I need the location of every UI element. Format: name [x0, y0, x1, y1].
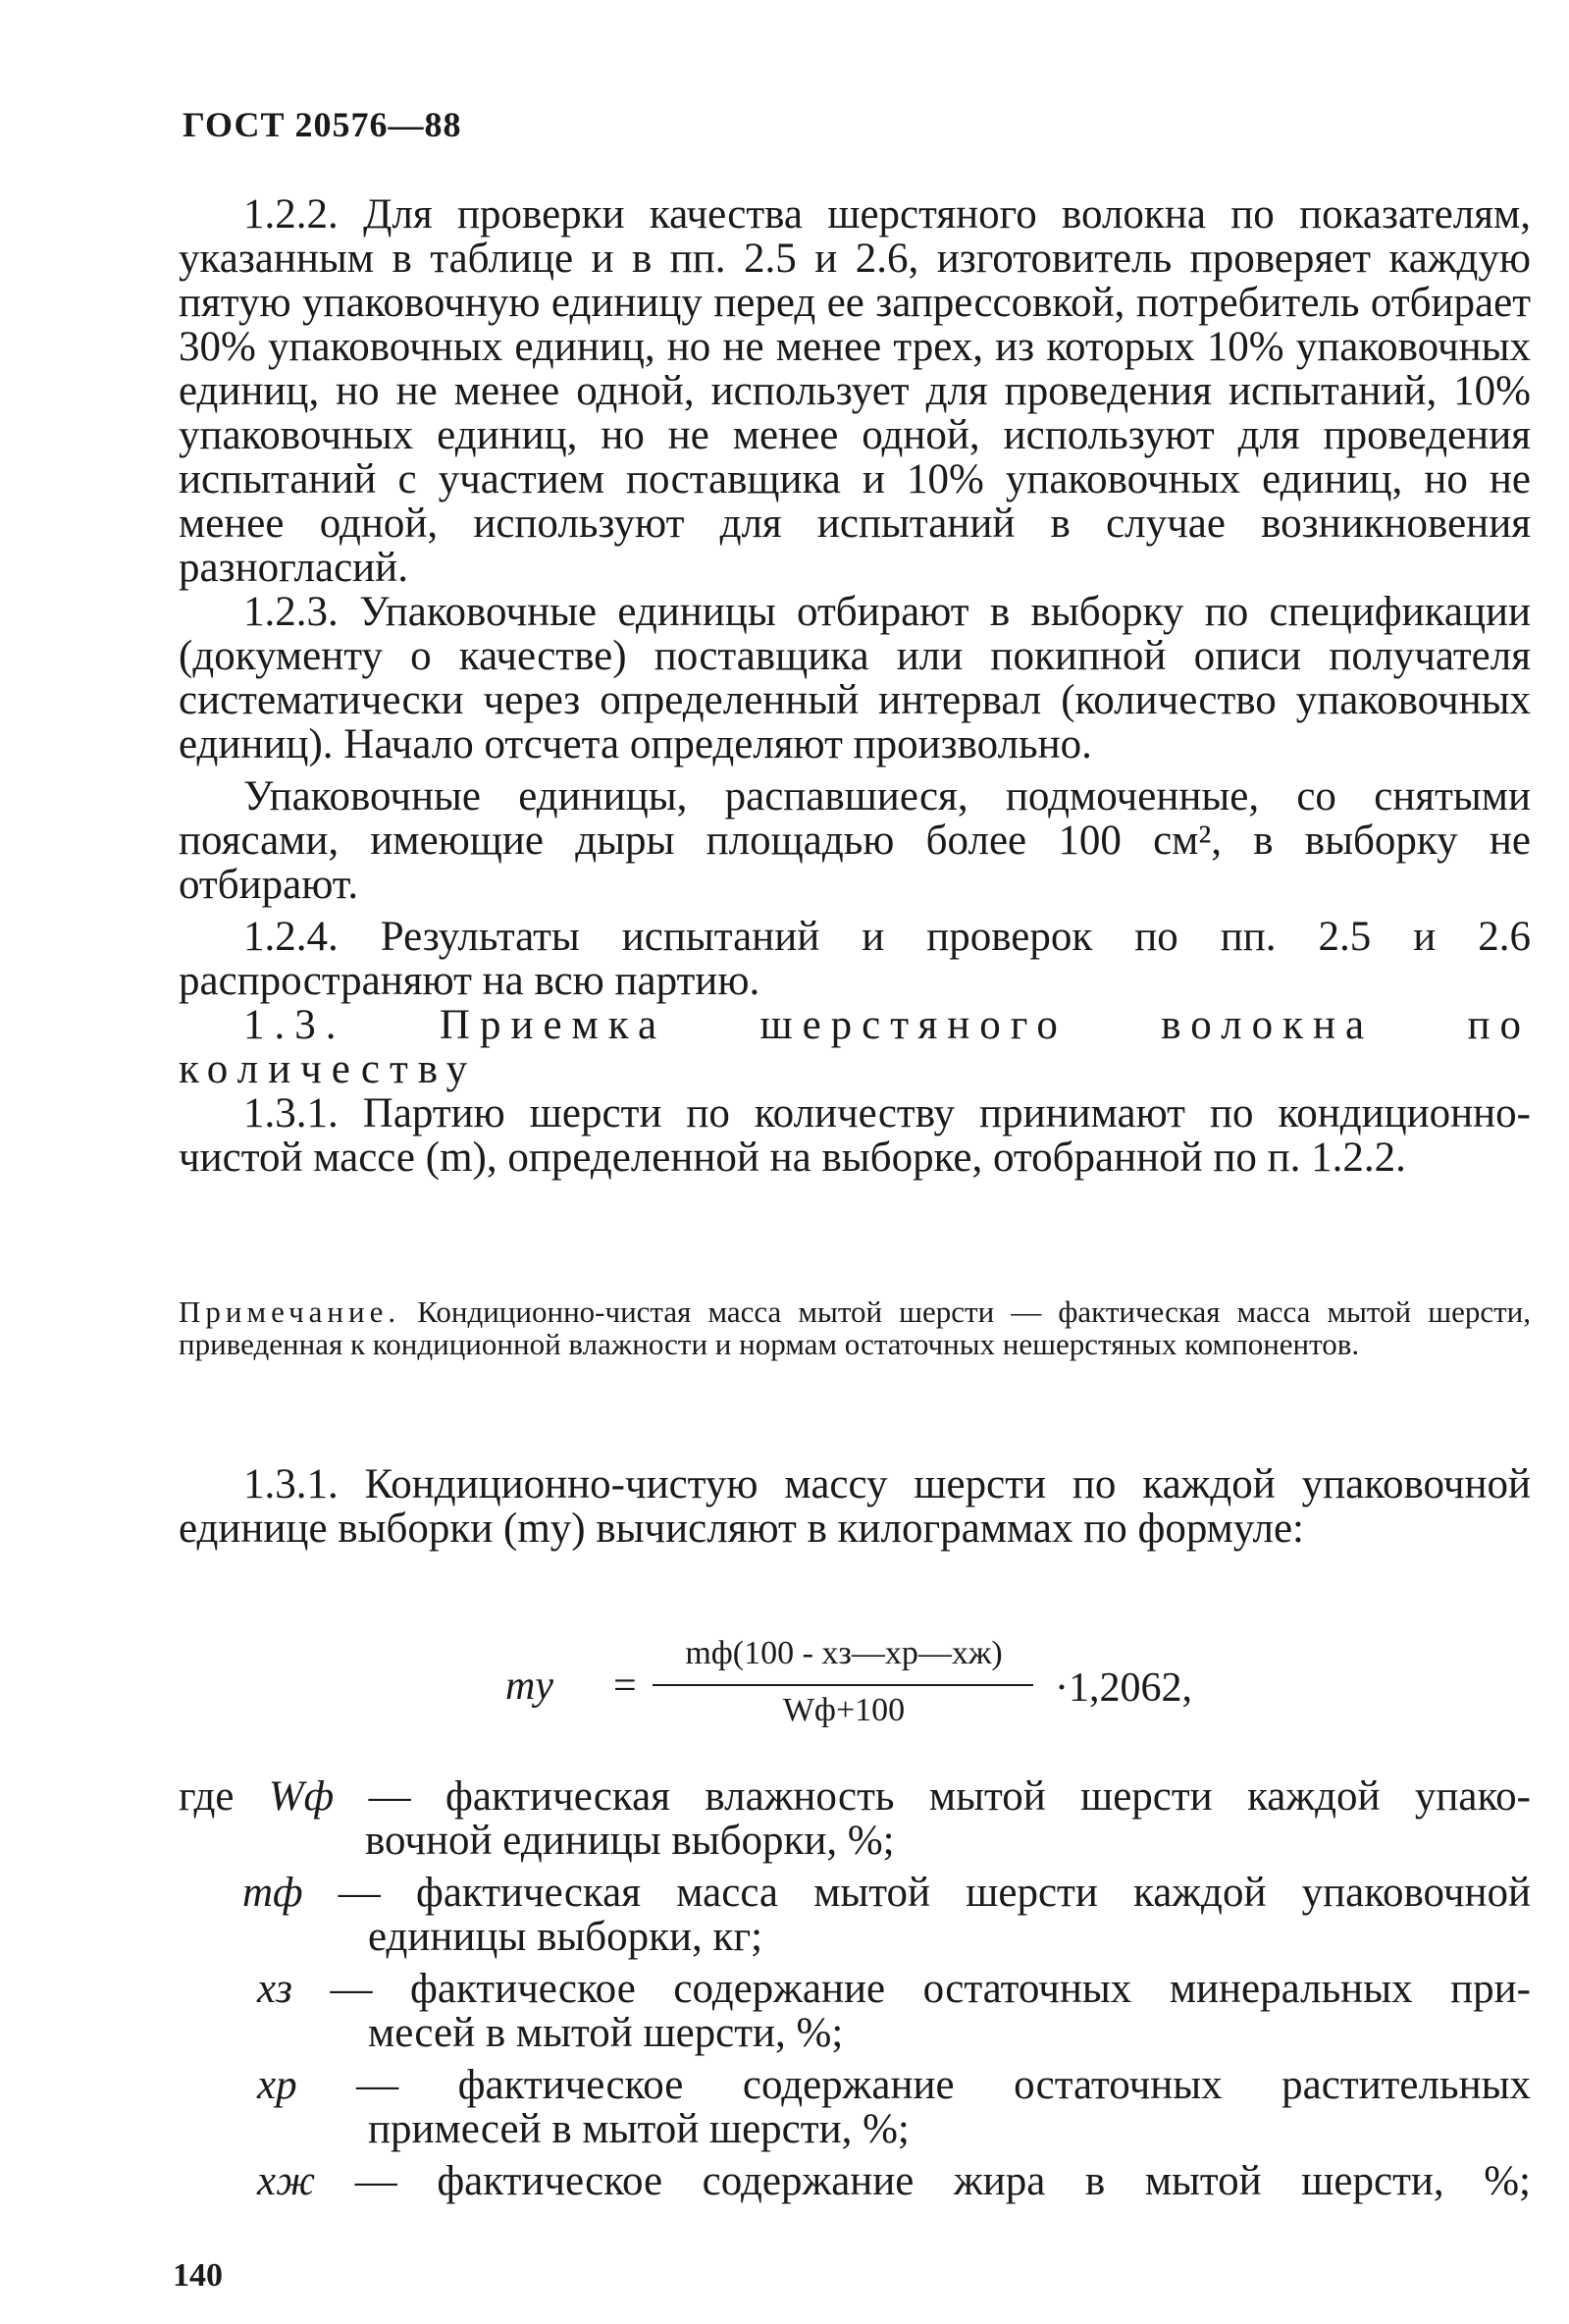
paragraph-1-2-4: 1.2.4. Результаты испытаний и проверок по пп. 2.5 и 2.6 распространяют на всю партию.	[179, 914, 1531, 1004]
definition-symbol: xр	[257, 2062, 297, 2108]
body-section-1-3-1	[179, 1462, 1531, 1551]
definition-continuation: единицы выборки, кг;	[368, 1914, 763, 1960]
body-section-1-2	[179, 192, 1531, 1180]
definition-item	[179, 1774, 1531, 1863]
definition-lead: где	[179, 1773, 269, 1820]
document-header: ГОСТ 20576—88	[183, 105, 462, 144]
formula-equals: =	[613, 1664, 637, 1709]
paragraph-1-2-2: 1.2.2. Для проверки качества шерстяного волокна по показателям, указанным в таблице и в пп. 2.5 и 2.6, изготовитель проверяет каждую пятую упаковочную единицу перед ее запрессовкой, потребитель отбирает 30% упаковочных единиц, но не менее трех, из которых 10% упаковочных единиц, но не менее одной, использует для проведения испытаний, 10% упаковочных единиц, но не менее одной, используют для проведения испытаний с участием поставщика и 10% упаковочных единиц, но не менее одной, используют для испытаний в случае возникновения разногласий.	[179, 191, 1531, 591]
definitions-list	[179, 1774, 1531, 2211]
formula-numerator: mф(100 - xз—xр—xж)	[685, 1635, 1003, 1671]
paragraph-1-3-1-a: 1.3.1. Партию шерсти по количеству принимают по кондиционно-чистой массе (m), определенной на выборке, отобранной по п. 1.2.2.	[179, 1090, 1531, 1181]
formula-multiplier: ·1,2062,	[1055, 1665, 1192, 1711]
definition-item	[179, 1967, 1531, 2055]
definition-symbol: xж	[257, 2158, 316, 2204]
definition-symbol: xз	[257, 1966, 292, 2012]
page-number: 140	[173, 2257, 223, 2294]
note-label: Примечание.	[179, 1294, 401, 1329]
definition-text: — фактическая масса мытой шерсти каждой упаковочной	[302, 1870, 1531, 1916]
definition-text: — фактическое содержание остаточных растительных	[296, 2062, 1531, 2108]
paragraph-damaged-units: Упаковочные единицы, распавшиеся, подмоченные, со снятыми поясами, имеющие дыры площадью более 100 см², в выборку не отбирают.	[179, 773, 1531, 908]
formula	[505, 1635, 1290, 1743]
section-title-1-3: 1.3. Приемка шерстяного волокна по количеству	[179, 1002, 1531, 1092]
paragraph-1-3-1-b: 1.3.1. Кондиционно-чистую массу шерсти по каждой упаковочной единице выборки (mу) вычисляют в килограммах по формуле:	[179, 1461, 1531, 1552]
definition-continuation: примесей в мытой шерсти, %;	[368, 2106, 910, 2152]
definition-text: — фактическое содержание остаточных минеральных при-	[291, 1966, 1531, 2012]
definition-text: — фактическое содержание жира в мытой шерсти, %;	[315, 2158, 1531, 2204]
definition-item	[179, 2063, 1531, 2151]
fraction-bar	[653, 1684, 1033, 1686]
definition-continuation: месей в мытой шерсти, %;	[368, 2010, 844, 2056]
formula-lhs: mу	[505, 1664, 553, 1709]
paragraph-1-2-3: 1.2.3. Упаковочные единицы отбирают в выборку по спецификации (документу о качестве) поставщика или покипной описи получателя систематически через определенный интервал (количество упаковочных единиц). Начало отсчета определяют произвольно.	[179, 589, 1531, 767]
note	[179, 1295, 1531, 1360]
definition-continuation: вочной единицы выборки, %;	[365, 1818, 895, 1864]
definition-symbol: Wф	[268, 1773, 335, 1820]
definition-text: — фактическая влажность мытой шерсти каждой упако-	[334, 1773, 1532, 1820]
definition-item	[179, 2159, 1531, 2203]
definition-symbol: mф	[242, 1870, 303, 1916]
note-text: Кондиционно-чистая масса мытой шерсти — фактическая масса мытой шерсти, приведенная к кондиционной влажности и нормам остаточных нешерстяных компонентов.	[179, 1294, 1531, 1361]
definition-item	[179, 1871, 1531, 1959]
formula-denominator: Wф+100	[782, 1692, 906, 1728]
